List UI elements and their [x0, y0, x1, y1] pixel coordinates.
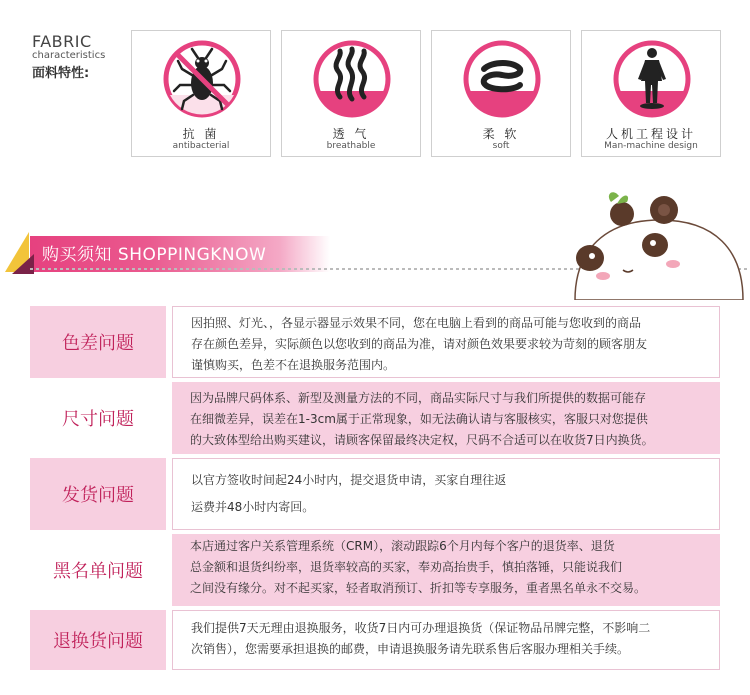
- row-line: 之间没有缘分。对不起买家，轻者取消预订、折扣等专享服务，重者黑名单永不交易。: [190, 581, 647, 595]
- feature-cn-label: 抗 菌: [182, 127, 220, 141]
- row-line: 本店通过客户关系管理系统（CRM），滚动跟踪6个月内每个客户的退货率、退货: [190, 539, 615, 553]
- row-line: 的大致体型给出购买建议，请顾客保留最终决定权，尺码不合适可以在收货7日内换货。: [190, 433, 654, 447]
- row-line: 谨慎购买，色差不在退换服务范围内。: [191, 358, 396, 372]
- info-row-size: [30, 382, 720, 454]
- row-label: 尺寸问题: [30, 382, 166, 454]
- feature-breathable: [281, 30, 421, 157]
- feature-ergonomic: [581, 30, 721, 157]
- info-row-returns: [30, 610, 720, 670]
- fabric-cn-label: 面料特性:: [32, 66, 90, 81]
- row-label: 色差问题: [30, 306, 166, 378]
- row-label: 黑名单问题: [30, 534, 166, 606]
- row-text: [191, 467, 707, 521]
- fabric-subtitle: characteristics: [32, 50, 106, 61]
- feature-cn-label: 人机工程设计: [605, 127, 696, 141]
- row-line: 因为品牌尺码体系、新型及测量方法的不同，商品实际尺寸与我们所提供的数据可能存: [190, 391, 647, 405]
- human-figure-icon: [612, 39, 692, 119]
- fabric-header: [32, 34, 132, 83]
- row-content: [172, 382, 720, 454]
- panda-mascot-icon: [565, 190, 745, 300]
- row-label: 退换货问题: [30, 610, 166, 670]
- row-content: [172, 534, 720, 606]
- feature-cn-label: 柔 软: [482, 127, 520, 141]
- row-line: 次销售），您需要承担退换的邮费，申请退换服务请先联系售后客服办理相关手续。: [191, 642, 630, 656]
- info-row-color-diff: [30, 306, 720, 378]
- no-bug-icon: [162, 39, 242, 119]
- row-line: 因拍照、灯光、，各显示器显示效果不同，您在电脑上看到的商品可能与您收到的商品: [191, 316, 642, 330]
- fabric-title: FABRIC: [32, 32, 92, 51]
- row-label: 发货问题: [30, 458, 166, 530]
- feature-soft: [431, 30, 571, 157]
- row-text: [190, 388, 708, 451]
- row-line: 运费并48小时内寄回。: [191, 500, 315, 514]
- info-row-blacklist: [30, 534, 720, 606]
- row-text: [190, 536, 708, 599]
- feature-en-label: Man-machine design: [604, 141, 698, 151]
- feature-en-label: antibacterial: [172, 141, 230, 151]
- feature-antibacterial: [131, 30, 271, 157]
- banner-title: 购买须知 SHOPPINGKNOW: [42, 245, 267, 265]
- row-line: 存在颜色差异，实际颜色以您收到的商品为准，请对颜色效果要求较为苛刻的顾客朋友: [191, 337, 648, 351]
- row-content: [172, 610, 720, 670]
- row-line: 以官方签收时间起24小时内，提交退货申请，买家自理往返: [191, 473, 507, 487]
- row-text: [191, 313, 707, 376]
- row-content: [172, 458, 720, 530]
- feature-en-label: soft: [492, 141, 510, 151]
- info-row-shipping: [30, 458, 720, 530]
- feature-cn-label: 透 气: [332, 127, 370, 141]
- steam-icon: [312, 39, 392, 119]
- soft-icon: [462, 39, 542, 119]
- row-text: [191, 618, 707, 660]
- row-line: 我们提供7天无理由退换服务，收货7日内可办理退换货（保证物品吊牌完整，不影响二: [191, 621, 651, 635]
- row-line: 总金额和退货纠纷率，退货率较高的买家，奉劝高抬贵手，慎拍落锤，只能说我们: [190, 560, 623, 574]
- row-line: 在细微差异，误差在1-3cm属于正常现象，如无法确认请与客服核实，客服只对您提供: [190, 412, 648, 426]
- feature-en-label: breathable: [326, 141, 376, 151]
- row-content: [172, 306, 720, 378]
